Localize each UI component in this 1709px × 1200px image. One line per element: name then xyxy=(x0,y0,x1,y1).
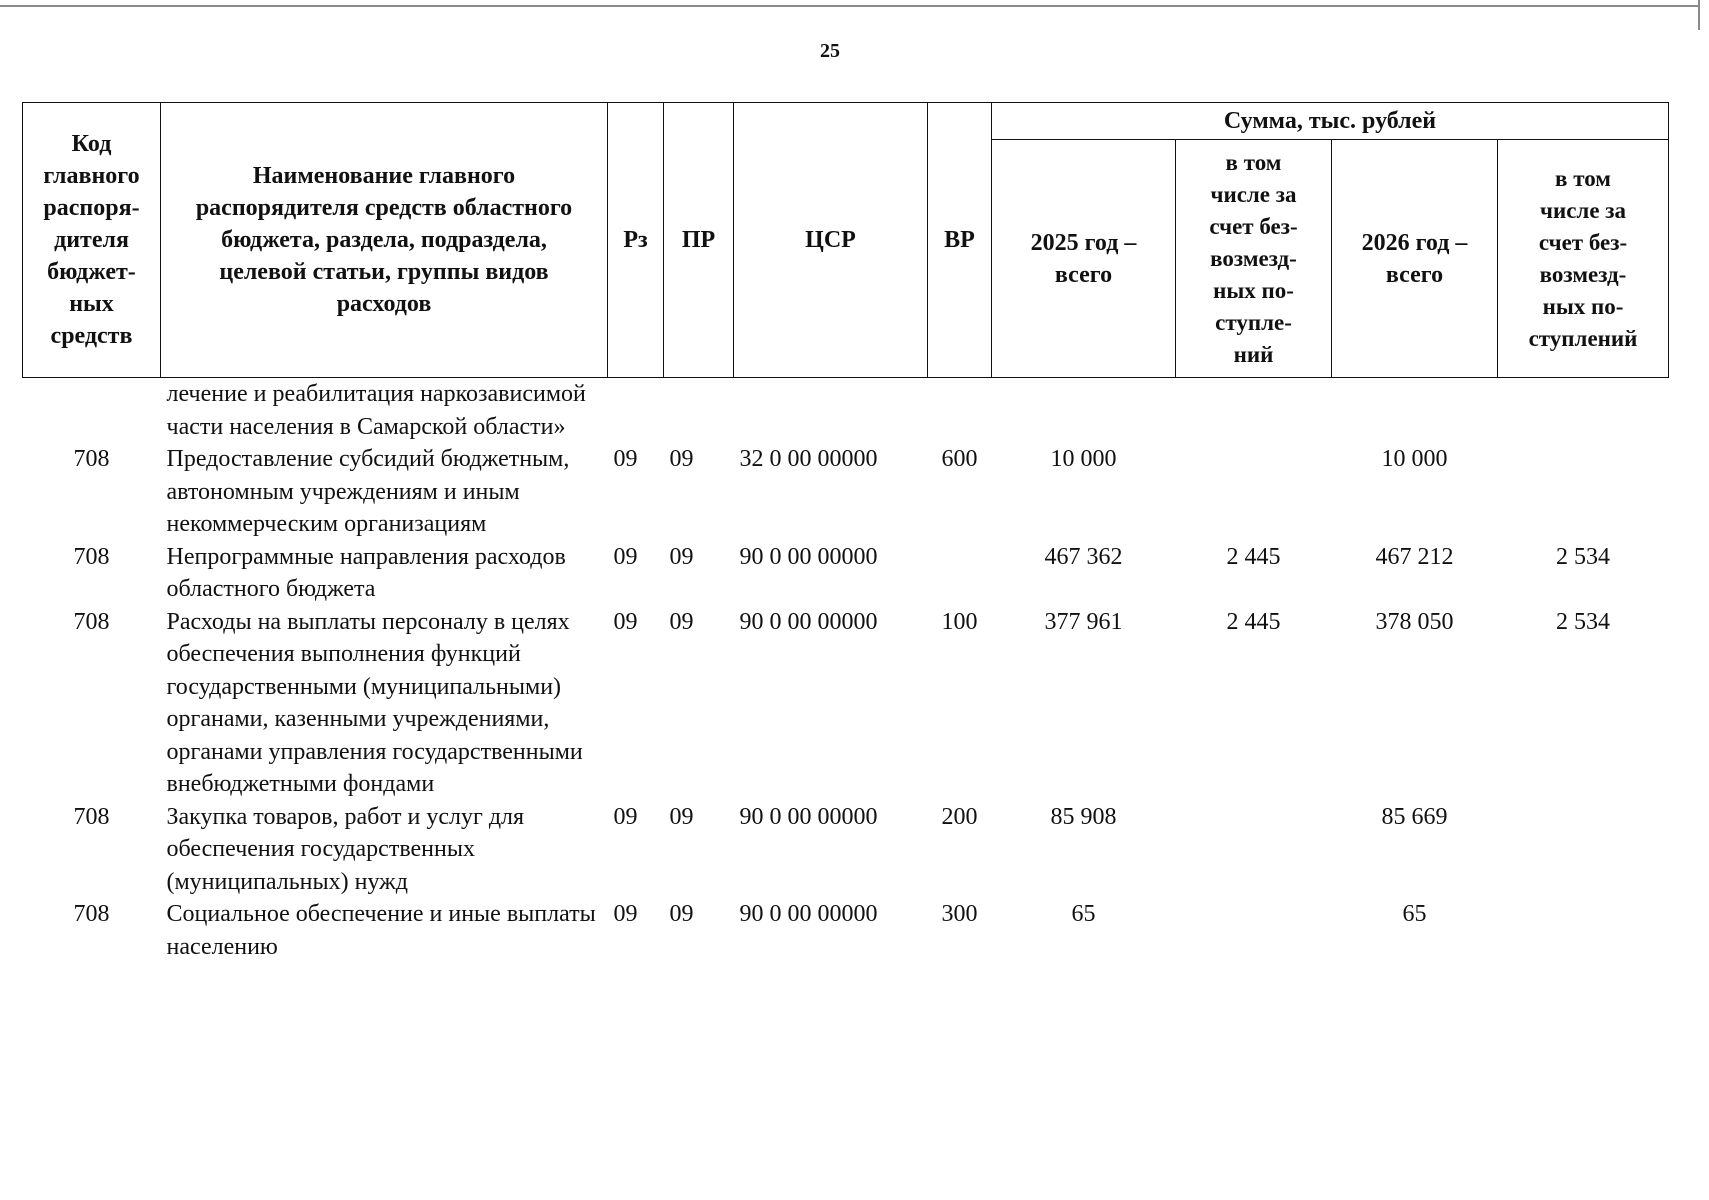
cell-rz xyxy=(608,378,664,444)
cell-name: Социальное обеспечение и иные выплаты населению xyxy=(166,901,596,960)
cell-2026-total: 467 212 xyxy=(1375,543,1454,570)
cell-code xyxy=(23,378,161,444)
cell-pr: 09 xyxy=(669,803,694,830)
cell-rz: 09 xyxy=(613,901,638,927)
header-csr: ЦСР xyxy=(734,103,928,378)
cell-2026-total: 378 050 xyxy=(1375,608,1454,635)
cell-vr xyxy=(928,378,992,444)
cell-2025-grants xyxy=(1176,801,1332,899)
cell-2026-total: 10 000 xyxy=(1381,446,1448,472)
cell-2026-total: 85 669 xyxy=(1381,803,1448,830)
cell-2025-grants: 2 445 xyxy=(1226,608,1281,635)
header-rz: Рз xyxy=(608,103,664,378)
table-row xyxy=(23,443,1669,541)
cell-vr xyxy=(928,541,992,606)
cell-2026-grants xyxy=(1498,443,1669,541)
cell-vr: 300 xyxy=(941,901,978,927)
cell-csr: 90 0 00 00000 xyxy=(739,543,878,570)
top-border-line xyxy=(0,5,1700,7)
cell-name: Непрограммные направления расходов областного бюджета xyxy=(166,543,566,602)
cell-code: 708 xyxy=(73,901,110,927)
cell-2025-total: 85 908 xyxy=(1050,803,1117,830)
header-vr: ВР xyxy=(928,103,992,378)
cell-name: Расходы на выплаты персоналу в целях обеспечения выполнения функций государственными (муниципальными) органами, казенными учреждениями, органами управления государственными внебюджетными фондами xyxy=(166,608,583,797)
cell-2025-grants: 2 445 xyxy=(1226,543,1281,570)
header-code: Код главного распоря-дителя бюджет-ных средств xyxy=(23,103,161,378)
header-sum-title: Сумма, тыс. рублей xyxy=(992,103,1669,140)
cell-csr: 90 0 00 00000 xyxy=(739,803,878,830)
table-row xyxy=(23,898,1669,963)
cell-2026-total xyxy=(1332,378,1498,444)
page-number: 25 xyxy=(820,40,840,62)
header-2026-total: 2026 год – всего xyxy=(1332,140,1498,378)
header-2025-total: 2025 год – всего xyxy=(992,140,1176,378)
cell-vr: 200 xyxy=(941,803,978,830)
cell-csr: 90 0 00 00000 xyxy=(739,608,878,635)
cell-2026-grants xyxy=(1498,801,1669,899)
header-2025-grants: в том числе за счет без-возмезд-ных по-ступле-ний xyxy=(1176,140,1332,378)
table-body xyxy=(23,378,1669,964)
cell-rz: 09 xyxy=(613,543,638,570)
table-header xyxy=(23,103,1669,378)
cell-rz: 09 xyxy=(613,446,638,472)
cell-csr xyxy=(734,378,928,444)
cell-vr: 100 xyxy=(941,608,978,635)
header-2026-grants: в том числе за счет без-возмезд-ных по-ступлений xyxy=(1498,140,1669,378)
cell-2025-grants xyxy=(1176,378,1332,444)
table-row xyxy=(23,378,1669,444)
cell-2026-grants: 2 534 xyxy=(1556,608,1610,635)
cell-2026-total: 65 xyxy=(1402,901,1427,927)
cell-vr: 600 xyxy=(941,446,978,472)
cell-pr: 09 xyxy=(669,543,694,570)
cell-name: лечение и реабилитация наркозависимой части населения в Самарской области» xyxy=(166,381,586,440)
header-pr: ПР xyxy=(664,103,734,378)
cell-code: 708 xyxy=(73,608,110,635)
cell-rz: 09 xyxy=(613,803,638,830)
cell-code: 708 xyxy=(73,543,110,570)
cell-pr: 09 xyxy=(669,901,694,927)
cell-2025-total: 467 362 xyxy=(1044,543,1123,570)
cell-code: 708 xyxy=(73,446,110,472)
side-border-line xyxy=(1698,0,1700,30)
cell-pr xyxy=(664,378,734,444)
cell-csr: 90 0 00 00000 xyxy=(739,901,878,927)
table-row xyxy=(23,541,1669,606)
table-row xyxy=(23,606,1669,801)
cell-2025-total: 10 000 xyxy=(1050,446,1117,472)
cell-2026-grants xyxy=(1498,378,1669,444)
cell-name: Предоставление субсидий бюджетным, автономным учреждениям и иным некоммерческим организациям xyxy=(166,446,570,537)
cell-csr: 32 0 00 00000 xyxy=(739,446,878,472)
cell-2025-grants xyxy=(1176,443,1332,541)
cell-2025-total: 65 xyxy=(1071,901,1096,927)
cell-code: 708 xyxy=(73,803,110,830)
header-name: Наименование главного распорядителя средств областного бюджета, раздела, подраздела, целевой статьи, группы видов расходов xyxy=(161,103,608,378)
cell-pr: 09 xyxy=(669,608,694,635)
cell-2025-total xyxy=(992,378,1176,444)
cell-rz: 09 xyxy=(613,608,638,635)
cell-2025-total: 377 961 xyxy=(1044,608,1123,635)
table-row xyxy=(23,801,1669,899)
cell-2026-grants xyxy=(1498,898,1669,963)
cell-name: Закупка товаров, работ и услуг для обеспечения государственных (муниципальных) нужд xyxy=(166,803,525,895)
budget-table xyxy=(22,102,1669,963)
cell-2026-grants: 2 534 xyxy=(1556,543,1610,570)
cell-2025-grants xyxy=(1176,898,1332,963)
cell-pr: 09 xyxy=(669,446,694,472)
